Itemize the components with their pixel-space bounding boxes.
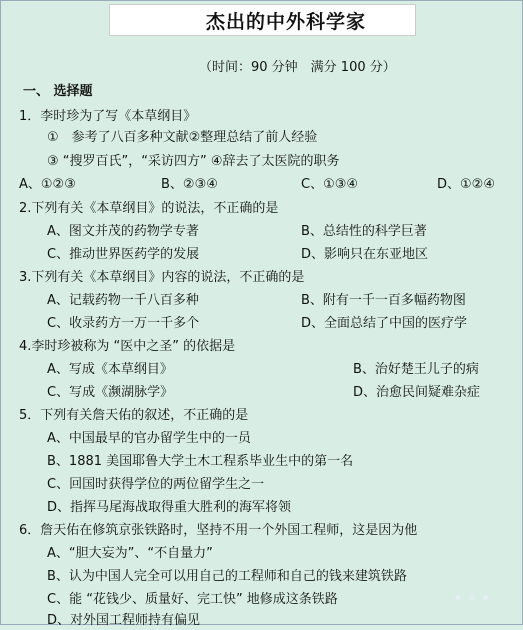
question-line: 1．李时珍为了写《本草纲目》: [19, 109, 197, 124]
question-line: A、“胆大妄为”、“不自量力”: [47, 546, 213, 561]
question-line: ③ “搜罗百氏”，“采访四方” ④辞去了太医院的职务: [47, 154, 340, 169]
question-line: D、全面总结了中国的医疗学: [301, 316, 468, 331]
question-line: D、治愈民间疑难杂症: [353, 385, 481, 400]
question-line: C、回国时获得学位的两位留学生之一: [47, 477, 265, 492]
question-line: 5．下列有关詹天佑的叙述，不正确的是: [19, 408, 249, 423]
page-title: 杰出的中外科学家: [206, 11, 367, 33]
question-line: ① 参考了八百多种文献②整理总结了前人经验: [47, 130, 318, 145]
question-line: D、对外国工程师持有偏见: [47, 613, 201, 628]
question-line: A、中国最早的官办留学生中的一员: [47, 431, 251, 446]
question-line: B、总结性的科学巨著: [301, 224, 427, 239]
question-line: A、图文并茂的药物学专著: [47, 224, 199, 239]
question-line: D、影响只在东亚地区: [301, 247, 429, 262]
question-line: C、能 “花钱少、质量好、完工快” 地修成这条铁路: [47, 592, 338, 607]
question-line: A、写成《本草纲目》: [47, 362, 173, 377]
watermark-logo: ✦ ✧ ✦: [453, 591, 491, 605]
question-line: B、附有一千一百多幅药物图: [301, 293, 466, 308]
question-line: B、治好楚王儿子的病: [353, 362, 479, 377]
section-heading: 一、 选择题: [23, 84, 93, 99]
question-line: D、指挥马尾海战取得重大胜利的海军将领: [47, 500, 292, 515]
question-line: C、推动世界医药学的发展: [47, 247, 200, 262]
question-line: A、记载药物一千八百多种: [47, 293, 199, 308]
question-line: A、①②③: [19, 177, 76, 192]
question-line: 3.下列有关《本草纲目》内容的说法，不正确的是: [19, 270, 305, 285]
question-line: B、②③④: [161, 177, 218, 192]
question-line: D、①②④: [437, 177, 495, 192]
question-line: B、1881 美国耶鲁大学土木工程系毕业生中的第一名: [47, 454, 354, 469]
question-line: 6．詹天佑在修筑京张铁路时，坚持不用一个外国工程师，这是因为他: [19, 523, 418, 538]
question-line: C、①③④: [301, 177, 359, 192]
question-line: 2.下列有关《本草纲目》的说法，不正确的是: [19, 201, 279, 216]
question-line: C、写成《濒湖脉学》: [47, 385, 174, 400]
question-line: C、收录药方一万一千多个: [47, 316, 200, 331]
question-line: B、认为中国人完全可以用自己的工程师和自己的钱来建筑铁路: [47, 569, 407, 584]
exam-subtitle: （时间：90 分钟 满分 100 分）: [199, 60, 396, 75]
question-line: 4.李时珍被称为 “医中之圣” 的依据是: [19, 339, 236, 354]
